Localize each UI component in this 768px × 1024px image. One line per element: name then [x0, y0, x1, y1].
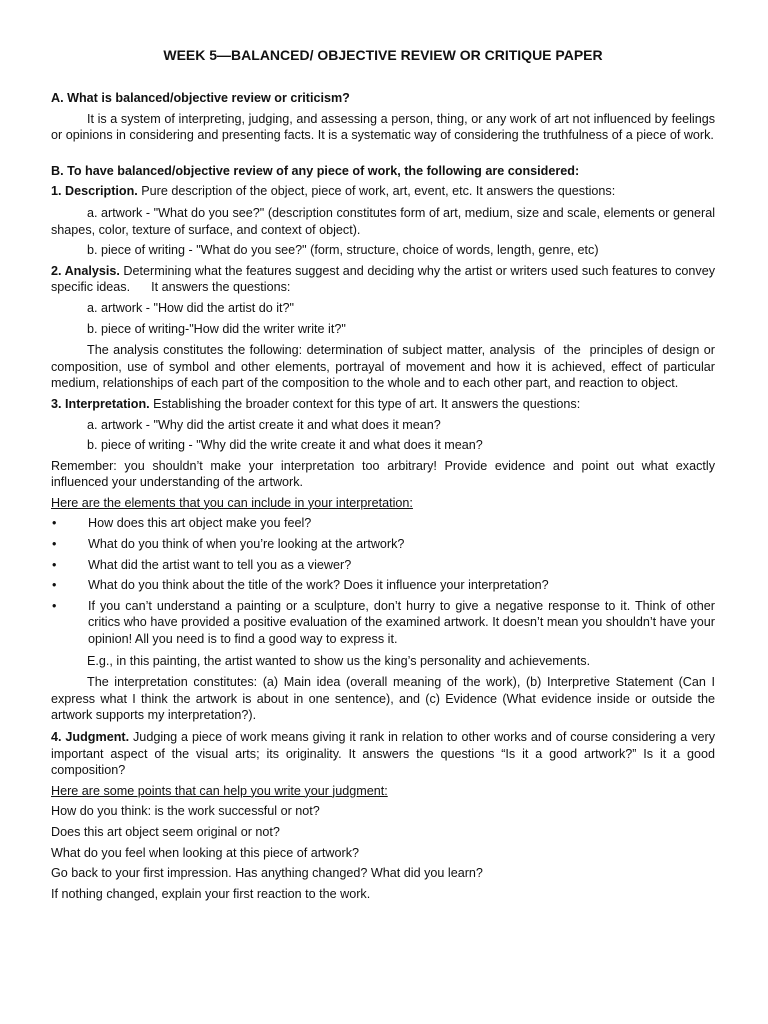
- interpretation-constitutes: The interpretation constitutes: (a) Main idea (overall meaning of the work), (b) Interpretive Statement (Can I express what I think the artwork is about in one sentence), and (c) Evidence (What evidence inside or outside the artwork supports my interpretation?).: [51, 675, 715, 723]
- analysis-constitutes: The analysis constitutes the following: determination of subject matter, analysis of the principles of design or composition, use of symbol and other elements, portrayal of movement and how it is achieved, effect of particular medium, relationships of each part of the composition to the whole and to each other part, and reaction to object.: [51, 343, 719, 391]
- page-title: WEEK 5—BALANCED/ OBJECTIVE REVIEW OR CRITIQUE PAPER: [163, 47, 603, 63]
- bullet-text: How does this art object make you feel?: [88, 516, 312, 531]
- list-item: [51, 557, 715, 574]
- description-item-a: a. artwork - "What do you see?" (description constitutes form of art, medium, size and scale, elements or general shapes, color, texture of surface, and context of object).: [51, 205, 715, 237]
- section-b-heading: B. To have balanced/objective review of any piece of work, the following are considered:: [51, 163, 580, 178]
- description-item-b: b. piece of writing - "What do you see?" (form, structure, choice of words, length, genre, etc): [87, 243, 599, 258]
- list-item: [51, 515, 715, 532]
- bullet-text: What do you think of when you’re looking at the artwork?: [88, 537, 405, 552]
- section-a-heading: A. What is balanced/objective review or criticism?: [51, 91, 350, 105]
- bullet-icon: •: [52, 557, 57, 572]
- bullet-icon: •: [52, 516, 57, 531]
- list-item: [51, 598, 715, 648]
- interpretation-remember: Remember: you shouldn’t make your interpretation too arbitrary! Provide evidence and point out what exactly influenced your understanding of the artwork.: [51, 458, 715, 490]
- analysis-label: 2. Analysis.: [51, 263, 120, 278]
- bullet-icon: •: [52, 598, 57, 613]
- interpretation-text: Establishing the broader context for this type of art. It answers the questions:: [149, 396, 581, 411]
- bullet-text: What do you think about the title of the work? Does it influence your interpretation?: [88, 578, 549, 593]
- analysis-item-b: b. piece of writing-"How did the writer write it?": [87, 321, 346, 336]
- bullet-text: If you can’t understand a painting or a sculpture, don’t hurry to give a negative response to it. Think of other critics who have provided a positive evaluation of the examined artwork. It doesn’t mean you shouldn’t have your opinion! All you need is to find a good way to express it.: [88, 598, 715, 647]
- description-label: 1. Description.: [51, 184, 138, 199]
- judgment-text: Judging a piece of work means giving it rank in relation to other works and of course considering a very important aspect of the visual arts; its originality. It answers the questions “Is it a good artwork?” Is it a good composition?: [51, 730, 715, 778]
- interpretation-item-a: a. artwork - "Why did the artist create it and what does it mean?: [87, 417, 441, 432]
- judgment-line: How do you think: is the work successful or not?: [51, 804, 320, 819]
- analysis-text: Determining what the features suggest and deciding why the artist or writers used such features to convey specific ideas. It answers the questions:: [51, 263, 719, 295]
- analysis-item-a: a. artwork - "How did the artist do it?": [87, 300, 295, 315]
- bullet-icon: •: [52, 578, 57, 593]
- bullet-text: What did the artist want to tell you as a viewer?: [88, 557, 352, 572]
- list-item: [51, 577, 715, 594]
- description-paragraph: [51, 183, 715, 200]
- interpretation-item-b: b. piece of writing - "Why did the write create it and what does it mean?: [87, 438, 483, 453]
- judgment-label: 4. Judgment.: [51, 730, 130, 744]
- interpretation-paragraph: [51, 396, 715, 413]
- document-page: [51, 46, 719, 902]
- judgment-line: If nothing changed, explain your first reaction to the work.: [51, 886, 371, 901]
- interpretation-example: E.g., in this painting, the artist wanted to show us the king’s personality and achievements.: [87, 653, 591, 668]
- judgment-line: Does this art object seem original or not?: [51, 824, 280, 839]
- judgment-line: Go back to your first impression. Has anything changed? What did you learn?: [51, 866, 483, 881]
- interpretation-label: 3. Interpretation.: [51, 396, 150, 411]
- judgment-points-heading: Here are some points that can help you write your judgment:: [51, 783, 388, 798]
- interpretation-elements-heading: Here are the elements that you can include in your interpretation:: [51, 495, 413, 510]
- judgment-paragraph: [51, 729, 715, 779]
- list-item: [51, 536, 715, 553]
- bullet-icon: •: [52, 537, 57, 552]
- analysis-paragraph: [51, 263, 719, 296]
- section-a-body: It is a system of interpreting, judging, and assessing a person, thing, or any work of art not influenced by feelings or opinions in considering and presenting facts. It is a systematic way of considering the truthfulness of a piece of work.: [51, 111, 715, 143]
- judgment-line: What do you feel when looking at this piece of artwork?: [51, 845, 360, 860]
- description-text: Pure description of the object, piece of work, art, event, etc. It answers the questions:: [137, 184, 616, 199]
